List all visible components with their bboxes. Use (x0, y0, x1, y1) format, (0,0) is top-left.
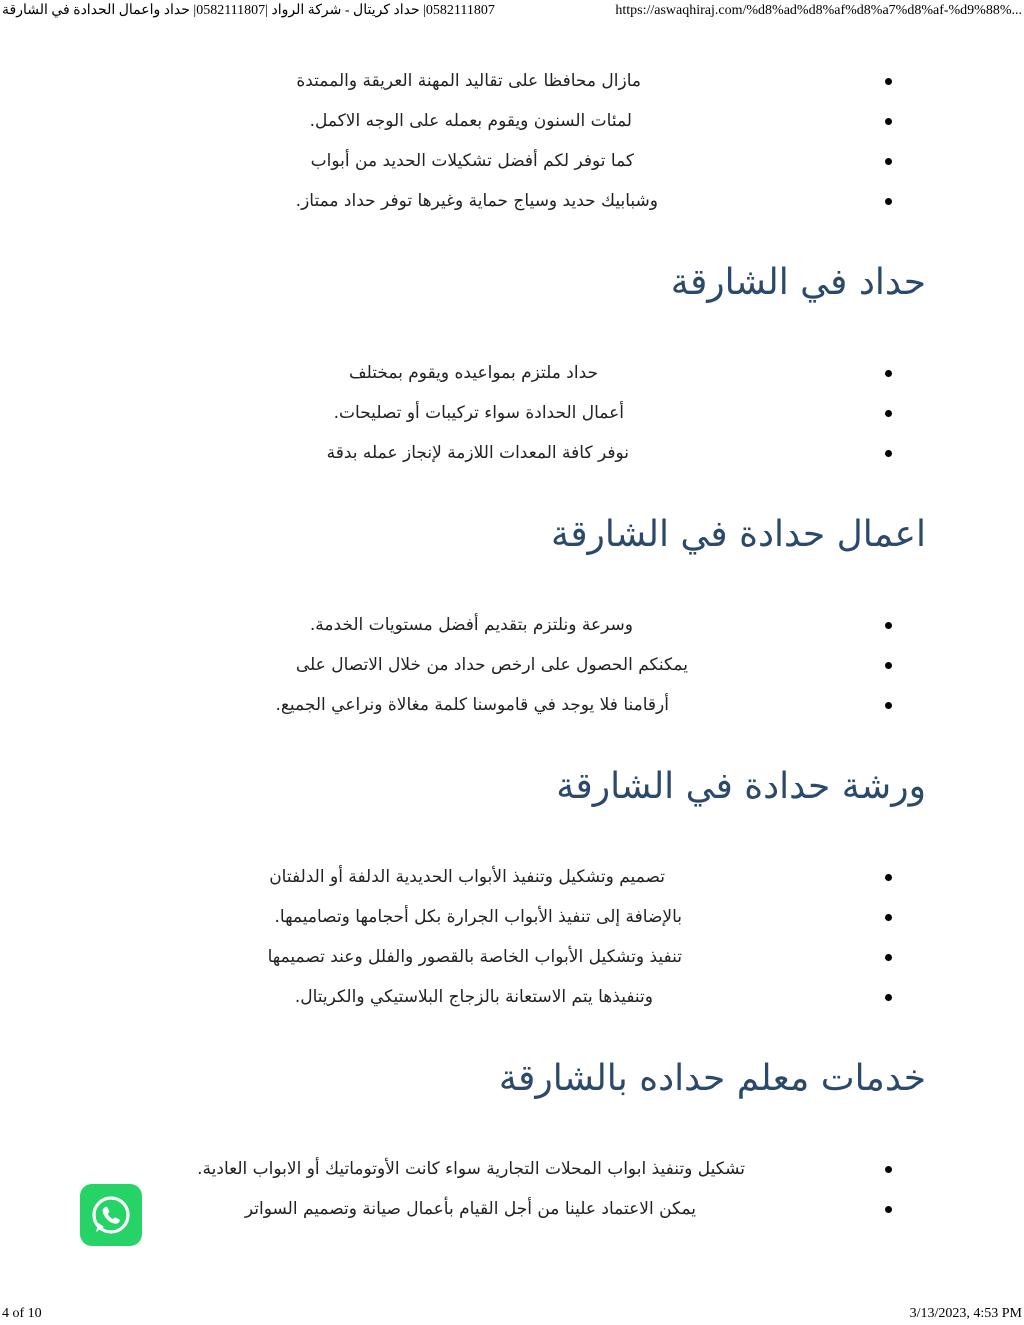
list-item-text: مازال محافظا على تقاليد المهنة العريقة والممتدة (296, 71, 641, 91)
section-heading: خدمات معلم حداده بالشارقة (498, 1058, 926, 1099)
bullet-icon (885, 622, 892, 629)
list-item-text: تصميم وتشكيل وتنفيذ الأبواب الحديدية الدلفة أو الدلفتان (269, 867, 665, 887)
list-item (0, 685, 1024, 725)
bullet-icon (885, 450, 892, 457)
bullet-icon (885, 994, 892, 1001)
list-item-text: تشكيل وتنفيذ ابواب المحلات التجارية سواء كانت الأوتوماتيك أو الابواب العادية. (197, 1159, 745, 1179)
list-item-text: كما توفر لكم أفضل تشكيلات الحديد من أبواب (310, 151, 634, 171)
bullet-icon (885, 370, 892, 377)
list-item (0, 353, 1024, 393)
section-heading: ورشة حدادة في الشارقة (556, 766, 926, 807)
list-item-text: أعمال الحدادة سواء تركيبات أو تصليحات. (333, 403, 624, 423)
bullet-icon (885, 1206, 892, 1213)
list-item (0, 977, 1024, 1017)
bullet-icon (885, 702, 892, 709)
bullet-icon (885, 78, 892, 85)
list-item (0, 897, 1024, 937)
print-header-title: 0582111807| حداد كريتال - شركة الرواد |0582111807| حداد واعمال الحدادة في الشارقة (2, 3, 495, 18)
list-item-text: وشبابيك حديد وسياج حماية وغيرها توفر حداد ممتاز. (295, 191, 658, 211)
list-item-text: لمئات السنون ويقوم بعمله على الوجه الاكمل. (309, 111, 632, 131)
section-list (0, 1149, 1024, 1229)
bullet-icon (885, 198, 892, 205)
list-item (0, 1149, 1024, 1189)
list-item-text: نوفر كافة المعدات اللازمة لإنجاز عمله بدقة (326, 443, 629, 463)
bullet-icon (885, 410, 892, 417)
list-item (0, 645, 1024, 685)
print-header (0, 0, 1024, 22)
list-item (0, 393, 1024, 433)
list-item (0, 605, 1024, 645)
list-item-text: أرقامنا فلا يوجد في قاموسنا كلمة مغالاة ونراعي الجميع. (275, 695, 669, 715)
list-item-text: حداد ملتزم بمواعيده ويقوم بمختلف (348, 363, 598, 383)
section-list (0, 353, 1024, 473)
print-footer (0, 1303, 1024, 1325)
list-item (0, 181, 1024, 221)
list-item-text: تنفيذ وتشكيل الأبواب الخاصة بالقصور والفلل وعند تصميمها (267, 947, 682, 967)
bullet-icon (885, 954, 892, 961)
list-item-text: وتنفيذها يتم الاستعانة بالزجاج البلاستيكي والكريتال. (294, 987, 653, 1007)
print-header-url: https://aswaqhiraj.com/%d8%ad%d8%af%d8%a7%d8%af-%d9%88%... (615, 3, 1022, 18)
section-list (0, 605, 1024, 725)
list-item (0, 433, 1024, 473)
list-item-text: يمكنكم الحصول على ارخص حداد من خلال الاتصال على (295, 655, 688, 675)
list-item (0, 857, 1024, 897)
bullet-icon (885, 158, 892, 165)
bullet-icon (885, 874, 892, 881)
page-number: 4 of 10 (2, 1306, 42, 1321)
list-item (0, 1189, 1024, 1229)
whatsapp-button[interactable] (80, 1184, 142, 1246)
list-item (0, 61, 1024, 101)
list-item (0, 937, 1024, 977)
list-item (0, 101, 1024, 141)
bullet-icon (885, 914, 892, 921)
bullet-icon (885, 662, 892, 669)
section-list (0, 857, 1024, 1017)
bullet-icon (885, 118, 892, 125)
section-heading: اعمال حدادة في الشارقة (551, 514, 926, 555)
bullet-icon (885, 1166, 892, 1173)
list-item-text: وسرعة ونلتزم بتقديم أفضل مستويات الخدمة. (309, 615, 633, 635)
list-item-text: يمكن الاعتماد علينا من أجل القيام بأعمال صيانة وتصميم السواتر (244, 1199, 696, 1219)
intro-list (0, 61, 1024, 221)
section-heading: حداد في الشارقة (670, 262, 926, 303)
print-datetime: 3/13/2023, 4:53 PM (909, 1306, 1022, 1321)
whatsapp-icon (88, 1192, 134, 1238)
list-item (0, 141, 1024, 181)
list-item-text: بالإضافة إلى تنفيذ الأبواب الجرارة بكل أحجامها وتصاميمها. (274, 907, 682, 927)
